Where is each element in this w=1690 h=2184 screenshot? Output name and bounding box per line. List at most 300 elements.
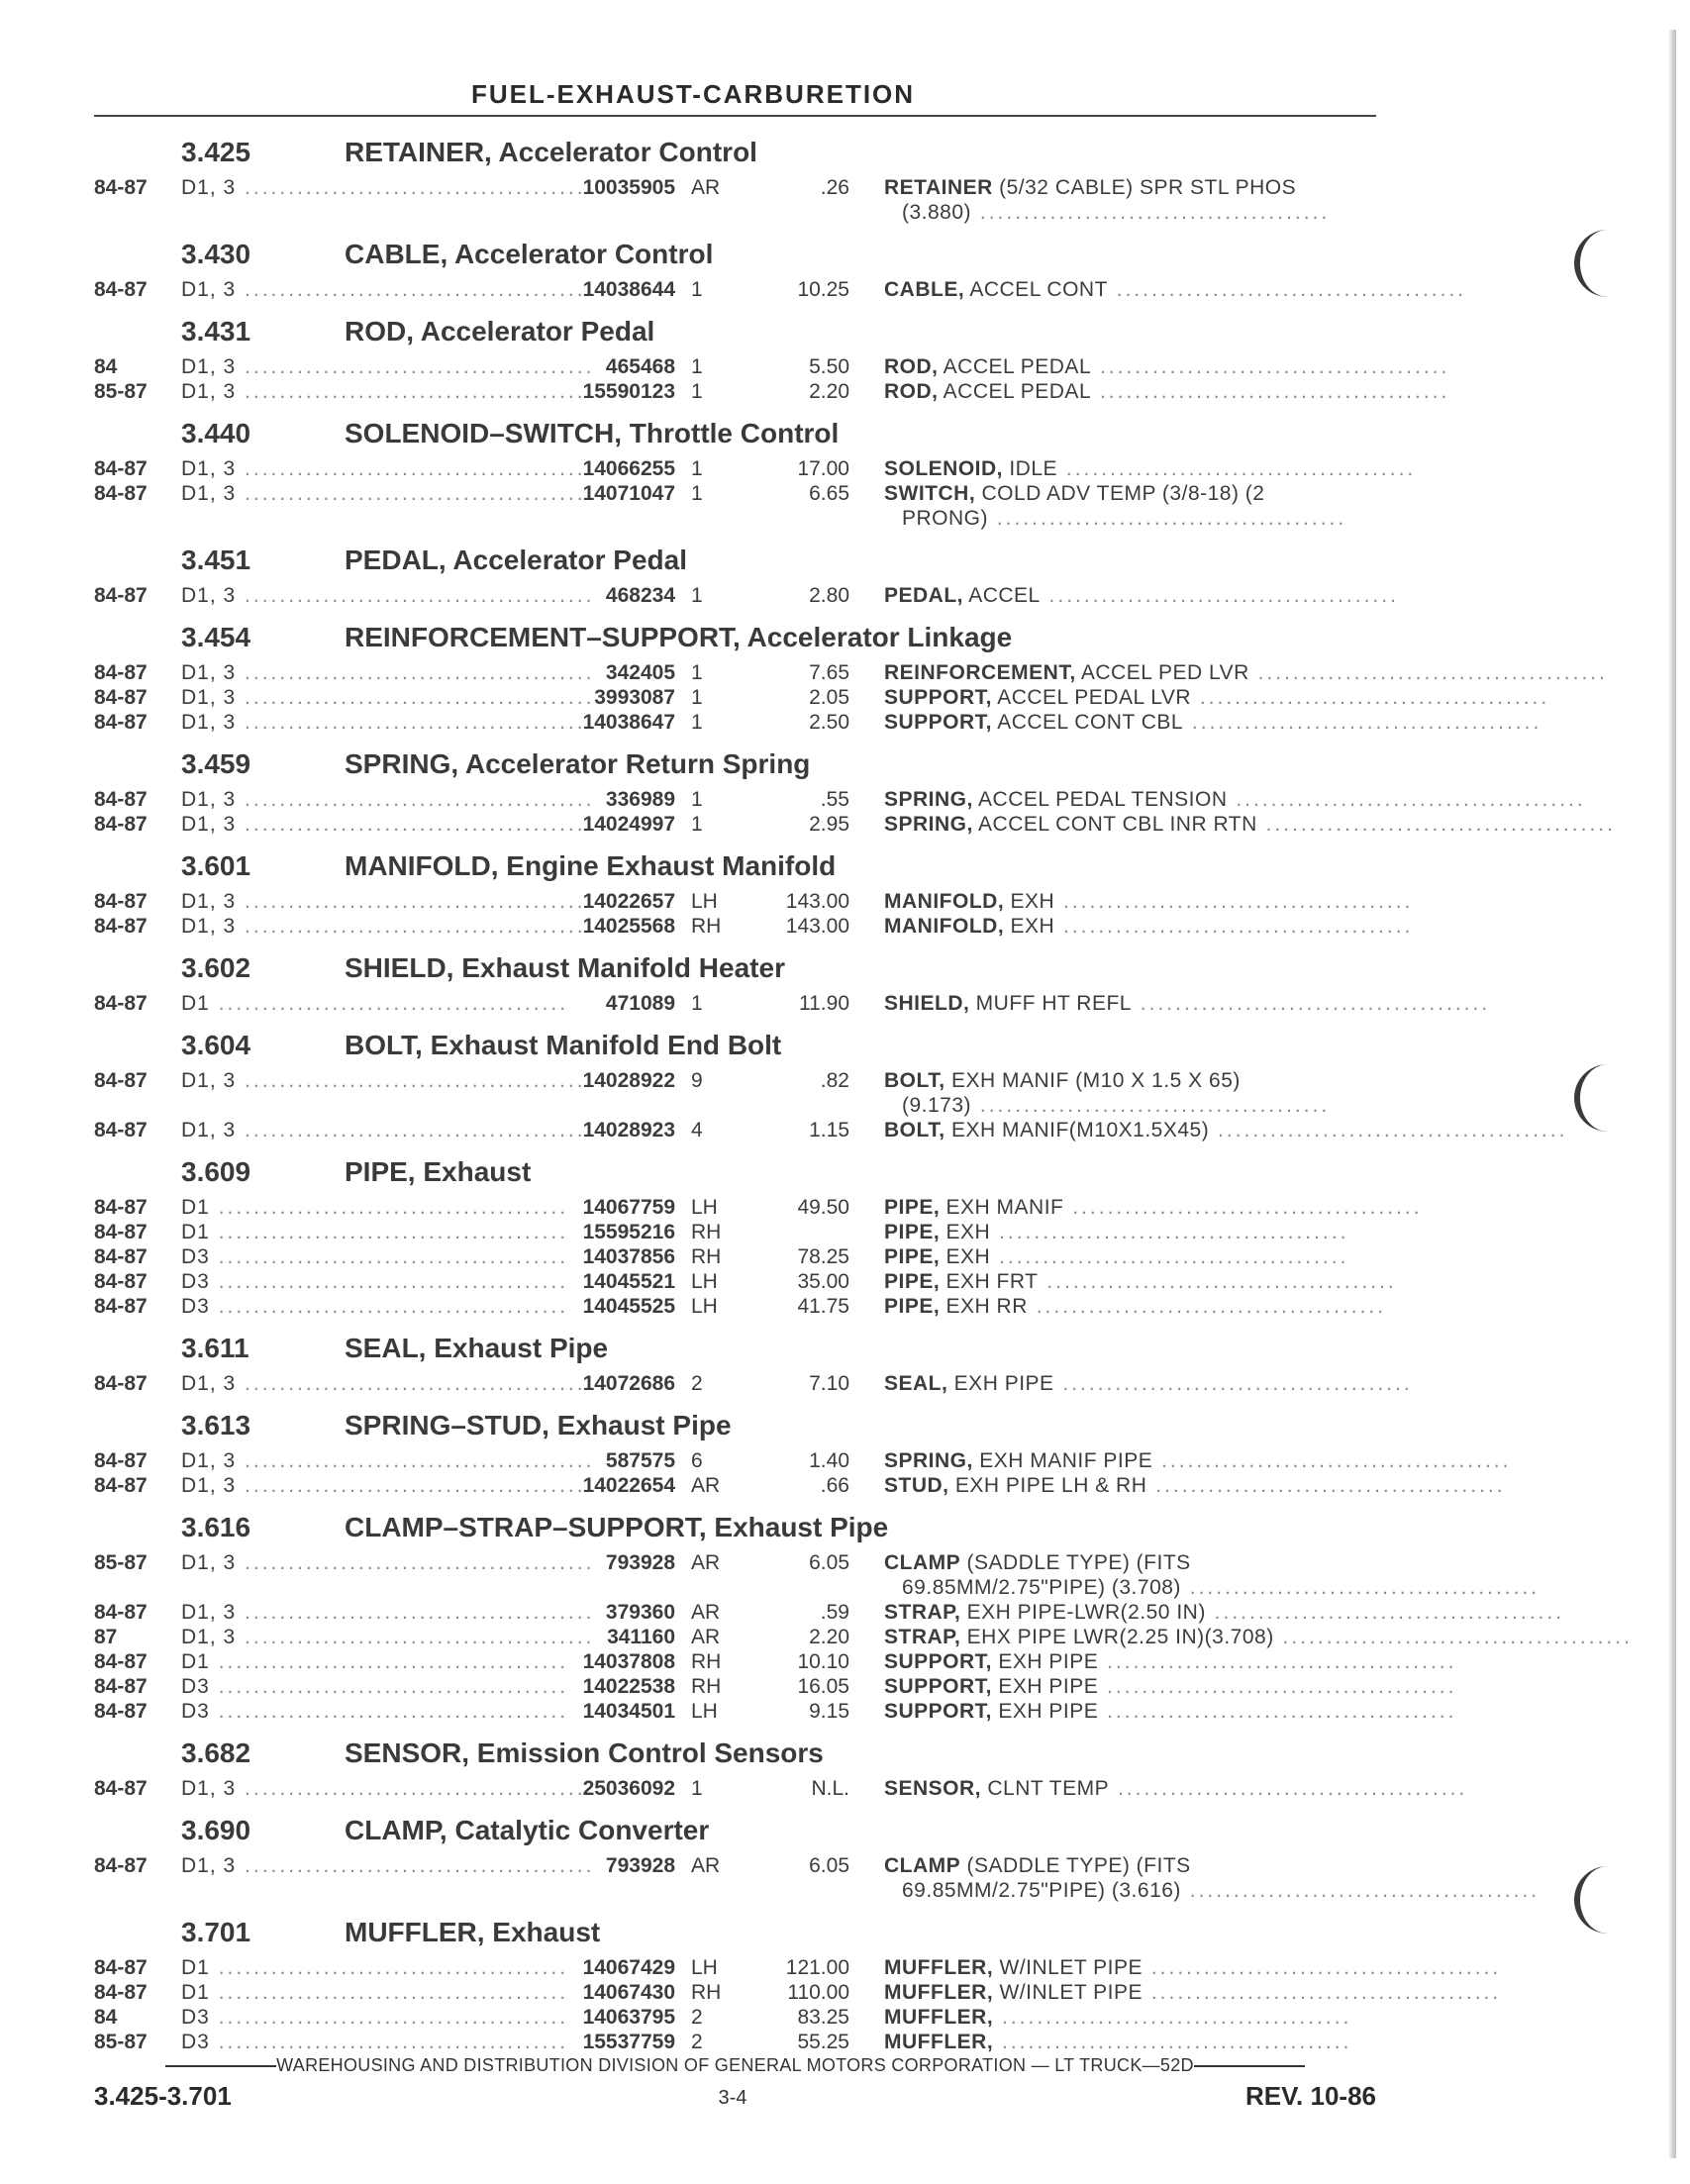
dot-leader: ........................................ — [236, 278, 595, 301]
quantity: LH — [691, 1700, 718, 1723]
model-codes-text: D1, 3 — [181, 813, 237, 836]
description-text: ACCEL CONT CBL — [992, 711, 1184, 734]
parts-list — [0, 1195, 1690, 1331]
section-title: CLAMP, Catalytic Converter — [345, 1815, 710, 1845]
part-description — [884, 787, 1586, 812]
section-title: MUFFLER, Exhaust — [345, 1917, 601, 1947]
part-description — [884, 277, 1467, 302]
part-description — [884, 1068, 1369, 1118]
description-keyword: PIPE, — [884, 1270, 941, 1293]
dot-leader: ........................................ — [1027, 1295, 1387, 1318]
description-line — [884, 583, 1399, 608]
dot-leader: ........................................ — [1142, 1981, 1502, 2004]
description-line — [884, 2030, 1369, 2054]
part-description — [884, 812, 1616, 837]
model-years: 84-87 — [94, 1196, 148, 1219]
model-years: 84-87 — [94, 1372, 148, 1395]
model-codes — [181, 1448, 595, 1473]
description-continuation — [884, 200, 1369, 225]
list-price: 143.00 — [785, 915, 849, 938]
dot-leader: ........................................ — [236, 890, 595, 913]
part-row — [0, 1649, 1690, 1674]
section-title: RETAINER, Accelerator Control — [345, 137, 757, 167]
model-codes — [181, 1674, 569, 1699]
part-description — [884, 1955, 1502, 1980]
part-row — [0, 2030, 1690, 2054]
parts-section — [0, 416, 1690, 543]
dot-leader: ........................................ — [236, 1854, 595, 1877]
dot-leader: ........................................ — [1098, 1700, 1457, 1723]
section-number: 3.609 — [181, 1156, 251, 1187]
model-years: 84-87 — [94, 1449, 148, 1472]
description-continuation-text: 69.85MM/2.75"PIPE) (3.616) — [902, 1879, 1181, 1902]
dot-leader: ........................................ — [1256, 813, 1616, 836]
dot-leader: ........................................ — [1109, 1777, 1468, 1800]
part-number: 14022657 — [582, 890, 675, 913]
description-text: EXH — [1004, 915, 1055, 938]
footer-page-number: 3-4 — [718, 2087, 747, 2109]
description-line — [884, 787, 1586, 812]
part-description — [884, 1269, 1397, 1294]
part-number: 14063795 — [582, 2006, 675, 2029]
section-title: SOLENOID–SWITCH, Throttle Control — [345, 418, 840, 448]
description-text: EXH PIPE — [992, 1650, 1099, 1673]
description-line — [884, 1294, 1387, 1319]
part-row — [0, 889, 1690, 914]
description-keyword: PIPE, — [884, 1221, 941, 1243]
model-codes-text: D1, 3 — [181, 1551, 237, 1574]
list-price: .66 — [820, 1474, 849, 1497]
model-codes — [181, 1118, 595, 1142]
dot-leader: ........................................ — [1098, 1675, 1457, 1698]
list-price: .55 — [820, 788, 849, 811]
part-row — [0, 1448, 1690, 1473]
description-text: EXH — [1004, 890, 1055, 913]
list-price: N.L. — [811, 1777, 849, 1800]
part-row — [0, 1674, 1690, 1699]
part-row — [0, 812, 1690, 837]
model-codes — [181, 1699, 569, 1724]
description-keyword: SUPPORT, — [884, 1675, 993, 1698]
part-description — [884, 583, 1399, 608]
section-title: CLAMP–STRAP–SUPPORT, Exhaust Pipe — [345, 1512, 889, 1542]
dot-leader: ........................................ — [236, 1069, 595, 1092]
description-continuation — [884, 1093, 1369, 1118]
dot-leader: ........................................ — [1098, 1650, 1457, 1673]
parts-list — [0, 1448, 1690, 1510]
model-codes-text: D1 — [181, 992, 210, 1015]
description-text: ACCEL CONT — [964, 278, 1108, 301]
description-text: ACCEL — [963, 584, 1041, 607]
model-years: 84-87 — [94, 1981, 148, 2004]
description-text: ACCEL PEDAL — [938, 380, 1092, 403]
dot-leader: ........................................ — [1091, 380, 1450, 403]
dot-leader: ........................................ — [1054, 890, 1414, 913]
description-line — [884, 1649, 1457, 1674]
section-number: 3.431 — [181, 316, 251, 347]
list-price: 41.75 — [797, 1295, 849, 1318]
list-price: 1.15 — [809, 1119, 849, 1142]
part-number: 587575 — [605, 1449, 675, 1472]
section-title: PEDAL, Accelerator Pedal — [345, 545, 687, 575]
part-number: 3993087 — [594, 686, 675, 709]
model-years: 84-87 — [94, 788, 148, 811]
model-codes — [181, 889, 595, 914]
section-title: MANIFOLD, Engine Exhaust Manifold — [345, 850, 837, 881]
description-continuation-text: (3.880) — [902, 201, 972, 224]
model-years: 84-87 — [94, 992, 148, 1015]
dot-leader: ........................................ — [209, 2031, 569, 2053]
title-rule — [94, 115, 1376, 117]
section-number: 3.602 — [181, 952, 251, 983]
description-line — [884, 1980, 1502, 2005]
dot-leader: ........................................ — [1146, 1474, 1506, 1497]
model-codes-text: D3 — [181, 2006, 210, 2029]
model-years: 84-87 — [94, 686, 148, 709]
model-codes-text: D1, 3 — [181, 380, 237, 403]
model-codes-text: D1, 3 — [181, 788, 237, 811]
parts-list — [0, 1550, 1690, 1736]
dot-leader: ........................................ — [1209, 1119, 1568, 1142]
section-title: SHIELD, Exhaust Manifold Heater — [345, 952, 785, 983]
part-row — [0, 1195, 1690, 1220]
description-line — [884, 1625, 1633, 1649]
description-keyword: MUFFLER, — [884, 2006, 994, 2029]
list-price: 78.25 — [797, 1245, 849, 1268]
part-number: 793928 — [605, 1854, 675, 1877]
model-codes — [181, 583, 595, 608]
parts-list — [0, 787, 1690, 848]
description-keyword: ROD, — [884, 355, 939, 378]
dot-leader: ........................................ — [209, 1221, 569, 1243]
description-line — [884, 481, 1369, 506]
part-description — [884, 1220, 1369, 1244]
part-number: 14022538 — [582, 1675, 675, 1698]
description-text: ACCEL PEDAL TENSION — [972, 788, 1228, 811]
dot-leader: ........................................ — [1107, 278, 1467, 301]
section-header — [0, 1915, 1690, 1955]
part-description — [884, 660, 1608, 685]
model-years: 84-87 — [94, 584, 148, 607]
section-number: 3.601 — [181, 850, 251, 881]
model-codes-text: D1, 3 — [181, 711, 237, 734]
part-row — [0, 175, 1690, 225]
part-number: 25036092 — [582, 1777, 675, 1800]
list-price: 2.80 — [809, 584, 849, 607]
description-line — [884, 354, 1450, 379]
description-text: IDLE — [1003, 457, 1058, 480]
dot-leader: ........................................ — [236, 457, 595, 480]
model-codes — [181, 354, 595, 379]
dot-leader: ........................................ — [209, 1196, 569, 1219]
section-header — [0, 314, 1690, 354]
section-header — [0, 950, 1690, 991]
dot-leader: ........................................ — [236, 1601, 595, 1624]
dot-leader: ........................................ — [236, 661, 595, 684]
parts-section — [0, 314, 1690, 416]
description-keyword: SPRING, — [884, 1449, 973, 1472]
model-codes — [181, 175, 595, 200]
section-title: ROD, Accelerator Pedal — [345, 316, 655, 347]
section-title: PIPE, Exhaust — [345, 1156, 532, 1187]
part-description — [884, 456, 1417, 481]
description-line — [884, 456, 1417, 481]
quantity: LH — [691, 1196, 718, 1219]
part-number: 10035905 — [582, 176, 675, 199]
section-number: 3.611 — [181, 1333, 249, 1363]
list-price: 35.00 — [797, 1270, 849, 1293]
list-price: 16.05 — [797, 1675, 849, 1698]
part-description — [884, 889, 1414, 914]
parts-list — [0, 583, 1690, 620]
part-description — [884, 2005, 1369, 2030]
parts-section — [0, 237, 1690, 314]
model-years: 84-87 — [94, 278, 148, 301]
quantity: AR — [691, 1474, 721, 1497]
dot-leader: ........................................ — [1180, 1576, 1541, 1599]
description-keyword: MANIFOLD, — [884, 915, 1005, 938]
part-row — [0, 1473, 1690, 1498]
quantity: 4 — [691, 1119, 703, 1142]
dot-leader: ........................................ — [1248, 661, 1608, 684]
part-row — [0, 991, 1690, 1016]
model-codes — [181, 1269, 569, 1294]
model-codes-text: D3 — [181, 1270, 210, 1293]
dot-leader: ........................................ — [236, 1449, 595, 1472]
parts-section — [0, 135, 1690, 237]
description-keyword: SUPPORT, — [884, 686, 993, 709]
model-codes-text: D1, 3 — [181, 915, 237, 938]
part-row — [0, 1600, 1690, 1625]
model-years: 84-87 — [94, 1119, 148, 1142]
list-price: 2.20 — [809, 380, 849, 403]
part-number: 14067429 — [582, 1956, 675, 1979]
model-codes-text: D1 — [181, 1196, 210, 1219]
parts-sections — [0, 135, 1690, 2066]
list-price: 9.15 — [809, 1700, 849, 1723]
parts-section — [0, 1408, 1690, 1510]
parts-section — [0, 1154, 1690, 1331]
model-codes-text: D1, 3 — [181, 482, 237, 505]
part-number: 14028923 — [582, 1119, 675, 1142]
section-header — [0, 1331, 1690, 1371]
description-keyword: SUPPORT, — [884, 1700, 993, 1723]
model-years: 84 — [94, 355, 118, 378]
model-codes — [181, 1776, 595, 1801]
description-line — [884, 175, 1369, 200]
part-number: 14066255 — [582, 457, 675, 480]
section-header — [0, 1510, 1690, 1550]
quantity: AR — [691, 1551, 721, 1574]
dot-leader: ........................................ — [993, 2031, 1352, 2053]
model-codes-text: D1 — [181, 1221, 210, 1243]
description-text: EXH FRT — [940, 1270, 1039, 1293]
description-text: EXH — [940, 1245, 991, 1268]
description-line — [884, 812, 1616, 837]
list-price: 6.65 — [809, 482, 849, 505]
section-number: 3.616 — [181, 1512, 251, 1542]
model-years: 84-87 — [94, 1854, 148, 1877]
quantity: AR — [691, 176, 721, 199]
parts-list — [0, 1776, 1690, 1813]
part-row — [0, 456, 1690, 481]
description-text: W/INLET PIPE — [993, 1956, 1143, 1979]
part-description — [884, 1473, 1506, 1498]
description-line — [884, 1448, 1512, 1473]
description-text: EXH MANIF (M10 X 1.5 X 65) — [944, 1069, 1241, 1092]
part-row — [0, 710, 1690, 735]
model-codes-text: D3 — [181, 2031, 210, 2053]
part-row — [0, 354, 1690, 379]
model-codes-text: D3 — [181, 1245, 210, 1268]
parts-section — [0, 1510, 1690, 1736]
model-codes — [181, 812, 595, 837]
parts-section — [0, 848, 1690, 950]
quantity: AR — [691, 1854, 721, 1877]
section-header — [0, 620, 1690, 660]
dot-leader: ........................................ — [1142, 1956, 1502, 1979]
dot-leader: ........................................ — [1183, 711, 1542, 734]
part-number: 14045525 — [582, 1295, 675, 1318]
section-number: 3.440 — [181, 418, 251, 448]
parts-list — [0, 660, 1690, 746]
quantity: 1 — [691, 355, 703, 378]
model-codes — [181, 1220, 569, 1244]
model-years: 85-87 — [94, 380, 148, 403]
description-keyword: MUFFLER, — [884, 1956, 994, 1979]
section-header — [0, 1028, 1690, 1068]
model-years: 84-87 — [94, 1069, 148, 1092]
parts-section — [0, 1028, 1690, 1154]
section-title: CABLE, Accelerator Control — [345, 239, 714, 269]
section-number: 3.682 — [181, 1737, 251, 1768]
quantity: 1 — [691, 788, 703, 811]
part-description — [884, 1448, 1512, 1473]
dot-leader: ........................................ — [971, 201, 1331, 224]
quantity: 1 — [691, 1777, 703, 1800]
model-years: 84-87 — [94, 661, 148, 684]
model-codes-text: D1, 3 — [181, 1069, 237, 1092]
model-codes — [181, 1068, 595, 1093]
footer-revision: REV. 10-86 — [1244, 2081, 1376, 2111]
quantity: 1 — [691, 992, 703, 1015]
quantity: 1 — [691, 584, 703, 607]
part-number: 14022654 — [582, 1474, 675, 1497]
model-codes — [181, 2005, 569, 2030]
part-row — [0, 1980, 1690, 2005]
description-continuation — [884, 1878, 1541, 1903]
quantity: 1 — [691, 380, 703, 403]
part-row — [0, 583, 1690, 608]
parts-section — [0, 620, 1690, 746]
description-text: (SADDLE TYPE) (FITS — [960, 1854, 1191, 1877]
part-description — [884, 1371, 1413, 1396]
model-years: 84-87 — [94, 915, 148, 938]
section-number: 3.459 — [181, 748, 251, 779]
part-description — [884, 1244, 1369, 1269]
part-row — [0, 1244, 1690, 1269]
dot-leader: ........................................ — [209, 992, 569, 1015]
description-keyword: STRAP, — [884, 1626, 961, 1648]
part-description — [884, 2030, 1369, 2054]
dot-leader: ........................................ — [209, 1675, 569, 1698]
dot-leader: ........................................ — [236, 788, 595, 811]
part-description — [884, 710, 1542, 735]
part-number: 14072686 — [582, 1372, 675, 1395]
dot-leader: ........................................ — [1057, 457, 1417, 480]
part-number: 14037808 — [582, 1650, 675, 1673]
section-title: SEAL, Exhaust Pipe — [345, 1333, 609, 1363]
dot-leader: ........................................ — [1227, 788, 1586, 811]
model-codes-text: D3 — [181, 1700, 210, 1723]
quantity: 1 — [691, 278, 703, 301]
dot-leader: ........................................ — [1180, 1879, 1541, 1902]
description-continuation — [884, 506, 1369, 531]
part-description — [884, 1195, 1423, 1220]
model-codes-text: D1, 3 — [181, 890, 237, 913]
part-number: 14028922 — [582, 1069, 675, 1092]
section-header — [0, 237, 1690, 277]
description-continuation-text: (9.173) — [902, 1094, 972, 1117]
dot-leader: ........................................ — [1273, 1626, 1633, 1648]
section-title: SPRING–STUD, Exhaust Pipe — [345, 1410, 732, 1440]
part-description — [884, 175, 1369, 225]
dot-leader: ........................................ — [1038, 1270, 1397, 1293]
parts-list — [0, 277, 1690, 314]
list-price: 55.25 — [797, 2031, 849, 2053]
section-header — [0, 1736, 1690, 1776]
description-text: ACCEL CONT CBL INR RTN — [972, 813, 1257, 836]
dot-leader: ........................................ — [236, 1551, 595, 1574]
model-codes-text: D1, 3 — [181, 686, 237, 709]
dot-leader: ........................................ — [236, 1372, 595, 1395]
section-number: 3.701 — [181, 1917, 251, 1947]
description-line — [884, 379, 1450, 404]
footer-publisher: WAREHOUSING AND DISTRIBUTION DIVISION OF GENERAL MOTORS CORPORATION — LT TRUCK—52D — [276, 2055, 1194, 2075]
description-line — [884, 1600, 1565, 1625]
description-text: EXH PIPE — [992, 1675, 1099, 1698]
part-row — [0, 2005, 1690, 2030]
description-line — [884, 2005, 1369, 2030]
model-codes-text: D3 — [181, 1295, 210, 1318]
section-number: 3.430 — [181, 239, 251, 269]
list-price: 2.50 — [809, 711, 849, 734]
description-keyword: SPRING, — [884, 788, 973, 811]
dot-leader: ........................................ — [209, 1956, 569, 1979]
model-codes-text: D1, 3 — [181, 584, 237, 607]
model-years: 85-87 — [94, 2031, 148, 2053]
model-years: 84-87 — [94, 1474, 148, 1497]
description-keyword: SWITCH, — [884, 482, 976, 505]
model-codes — [181, 1195, 569, 1220]
model-years: 84-87 — [94, 1777, 148, 1800]
quantity: LH — [691, 890, 718, 913]
part-row — [0, 379, 1690, 404]
description-keyword: STRAP, — [884, 1601, 961, 1624]
list-price: 121.00 — [785, 1956, 849, 1979]
dot-leader: ........................................ — [1063, 1196, 1423, 1219]
description-line — [884, 1244, 1369, 1269]
description-keyword: MUFFLER, — [884, 2031, 994, 2053]
description-text: EXH — [940, 1221, 991, 1243]
part-row — [0, 481, 1690, 531]
parts-section — [0, 543, 1690, 620]
part-row — [0, 1294, 1690, 1319]
description-line — [884, 991, 1491, 1016]
quantity: RH — [691, 1245, 722, 1268]
model-codes — [181, 456, 595, 481]
quantity: 9 — [691, 1069, 703, 1092]
